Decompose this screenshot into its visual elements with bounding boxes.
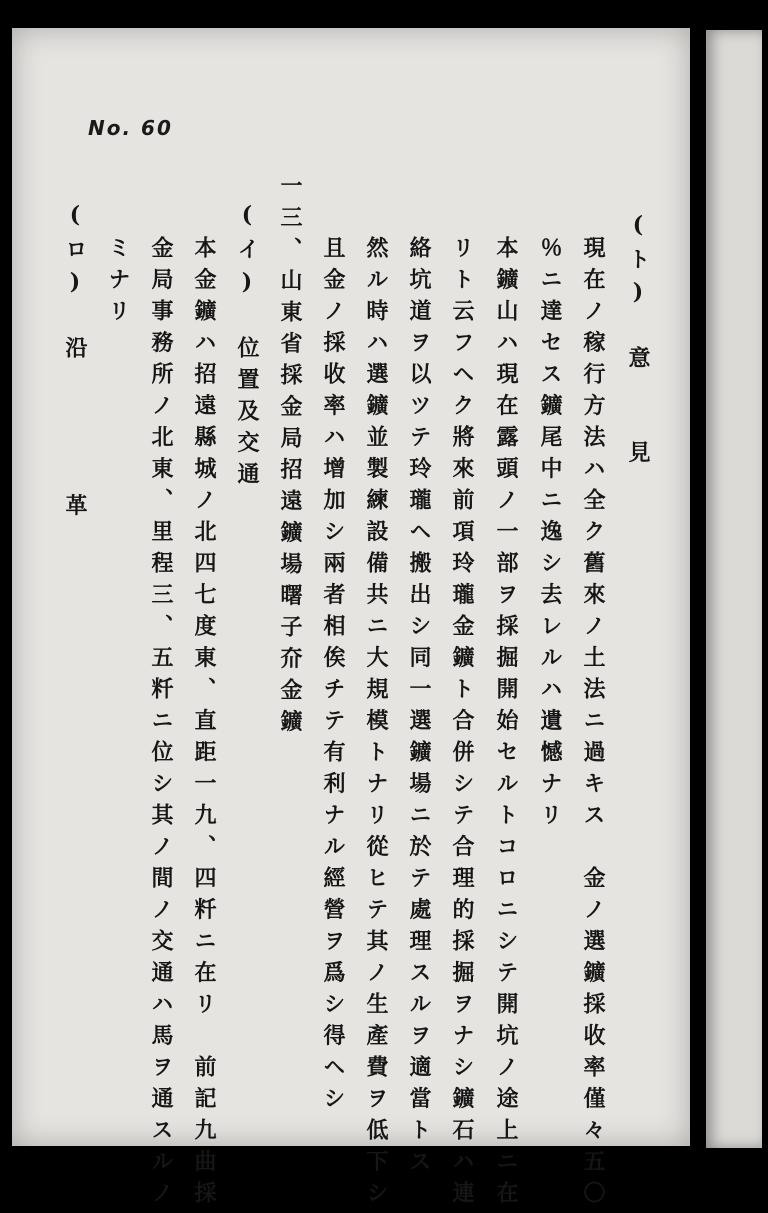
subsection-heading-location: (イ) 位置及交通 [234,202,260,494]
section-heading-opinion: (ト) 意 見 [625,212,651,472]
text-line: ％ニ達セス鑛尾中ニ逸シ去レルハ遺憾ナリ [537,236,563,835]
text-line: 然ル時ハ選鑛並製練設備共ニ大規模トナリ從ヒテ其ノ生產費ヲ低下シ [363,236,389,1213]
text-line: ミナリ [105,236,131,331]
text-line: 金局事務所ノ北東、里程三、五粁ニ位シ其ノ間ノ交通ハ馬ヲ通スルノ [148,236,174,1213]
text-line: 且金ノ採收率ハ增加シ兩者相俟チテ有利ナル經營ヲ爲シ得ヘシ [320,236,346,1118]
text-line: 絡坑道ヲ以ツテ玲瓏ヘ搬出シ同一選鑛場ニ於テ處理スルヲ適當トス [406,236,432,1181]
subsection-heading-history: (ロ) 沿 革 [62,202,88,525]
text-line: 本鑛山ハ現在露頭ノ一部ヲ採掘開始セルトコロニシテ開坑ノ途上ニ在 [493,236,519,1213]
text-line: 現在ノ稼行方法ハ全ク舊來ノ土法ニ過キス 金ノ選鑛採收率僅々五〇 [580,236,606,1213]
text-line: 本金鑛ハ招遠縣城ノ北四七度東、直距一九、四粁ニ在リ 前記九曲採 [191,236,217,1213]
page-number: No. 60 [88,116,173,140]
text-line: リト云フヘク將來前項玲瓏金鑛ト合併シテ合理的採掘ヲナシ鑛石ハ連 [449,236,475,1213]
next-page-edge [706,30,762,1148]
mine-section-heading: 一三、山東省採金局招遠鑛場曙子夼金鑛 [277,174,303,741]
